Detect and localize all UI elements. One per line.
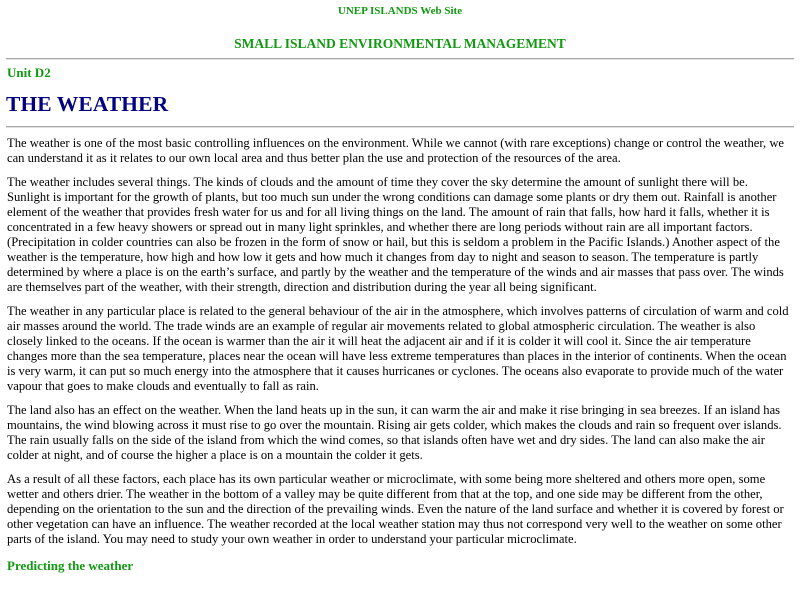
article-body — [7, 136, 793, 573]
unit-label: Unit D2 — [7, 65, 51, 80]
paragraph-atmosphere: The weather in any particular place is related to the general behaviour of the air in the atmosphere, which involves patterns of circulation of warm and cold air masses around the world. The trade winds are an example of regular air movements related to global atmospheric circulation. The weather is also closely linked to the oceans. If the ocean is warmer than the air it will heat the adjacent air and if it is colder it will cool it. Since the air temperature changes more than the sea temperature, places near the ocean will have less extreme temperatures than places in the interior of continents. When the ocean is very warm, it can put so much energy into the atmosphere that it causes hurricanes or cyclones. The oceans also evaporate to provide much of the water vapour that goes to make clouds and eventually to fall as rain. — [7, 304, 789, 393]
divider-bottom — [6, 126, 794, 128]
site-subtitle: SMALL ISLAND ENVIRONMENTAL MANAGEMENT — [234, 36, 566, 51]
paragraph-intro: The weather is one of the most basic controlling influences on the environment. While we cannot (with rare exceptions) change or control the weather, we can understand it as it relates to our own local area and thus better plan the use and protection of the resources of the area. — [7, 136, 785, 165]
paragraph-microclimate: As a result of all these factors, each place has its own particular weather or microclimate, with some being more sheltered and others more open, some wetter and others drier. The weather in the bottom of a valley may be quite different from that at the top, and one side may be different from the other, depending on the orientation to the sun and the direction of the prevailing winds. Even the nature of the land surface and whether it is covered by forest or other vegetation can have an influence. The weather recorded at the local weather station may thus not correspond very well to the weather on some other parts of the island. You may need to study your own weather in order to understand your particular microclimate. — [7, 472, 784, 546]
divider-top — [6, 58, 794, 60]
section-heading-predicting: Predicting the weather — [7, 558, 134, 573]
page-title: THE WEATHER — [6, 92, 169, 116]
paragraph-elements: The weather includes several things. The kinds of clouds and the amount of time they cover the sky determine the amount of sunlight there will be. Sunlight is important for the growth of plants, but too much sun under the wrong conditions can damage some plants or dry them out. Rainfall is another element of the weather that provides fresh water for us and for all living things on the land. The amount of rain that falls, how hard it falls, whether it is concentrated in a few heavy showers or spread out in many light sprinkles, and whether there are long periods without rain are all important factors. (Precipitation in colder countries can also be frozen in the form of snow or hail, but this is seldom a problem in the Pacific Islands.) Another aspect of the weather is the temperature, how high and how low it gets and how much it changes from day to night and season to season. The temperature is partly determined by where a place is on the earth’s surface, and partly by the weather and the temperature of the winds and air masses that pass over. The winds are themselves part of the weather, with their strength, direction and distribution during the year all being significant. — [7, 175, 784, 294]
site-name: UNEP ISLANDS Web Site — [337, 5, 463, 17]
paragraph-land: The land also has an effect on the weather. When the land heats up in the sun, it can warm the air and make it rise bringing in sea breezes. If an island has mountains, the wind blowing across it must rise to go over the mountain. Rising air gets colder, which makes the clouds and rain so frequent over islands. The rain usually falls on the side of the island from which the wind comes, so that islands often have wet and dry sides. The land can also make the air colder at night, and of course the higher a place is on a mountain the colder it gets. — [7, 403, 782, 462]
